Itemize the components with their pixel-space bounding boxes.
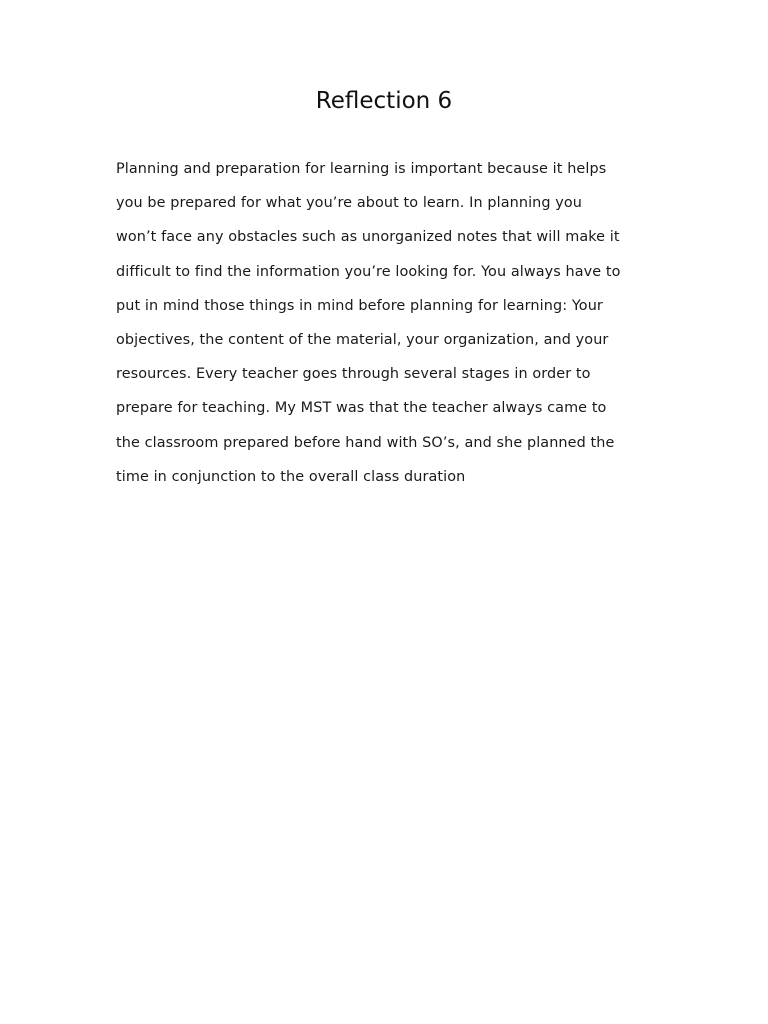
- paragraph-line: prepare for teaching. My MST was that the teacher always came to: [116, 400, 607, 417]
- paragraph-line: time in conjunction to the overall class duration: [116, 468, 466, 485]
- paragraph-line: won’t face any obstacles such as unorganized notes that will make it: [116, 229, 620, 246]
- paragraph-line: difficult to find the information you’re looking for. You always have to: [116, 263, 621, 280]
- paragraph-line: Planning and preparation for learning is important because it helps: [116, 161, 607, 177]
- paragraph-line: objectives, the content of the material, your organization, and your: [116, 332, 609, 349]
- paragraph-line: put in mind those things in mind before planning for learning: Your: [116, 297, 603, 314]
- document-title: Reflection 6: [315, 88, 453, 114]
- paragraph-line: the classroom prepared before hand with SO’s, and she planned the: [116, 434, 615, 451]
- body-paragraph: [116, 152, 661, 494]
- paragraph-line: resources. Every teacher goes through several stages in order to: [116, 366, 591, 383]
- paragraph-line: you be prepared for what you’re about to learn. In planning you: [116, 195, 583, 212]
